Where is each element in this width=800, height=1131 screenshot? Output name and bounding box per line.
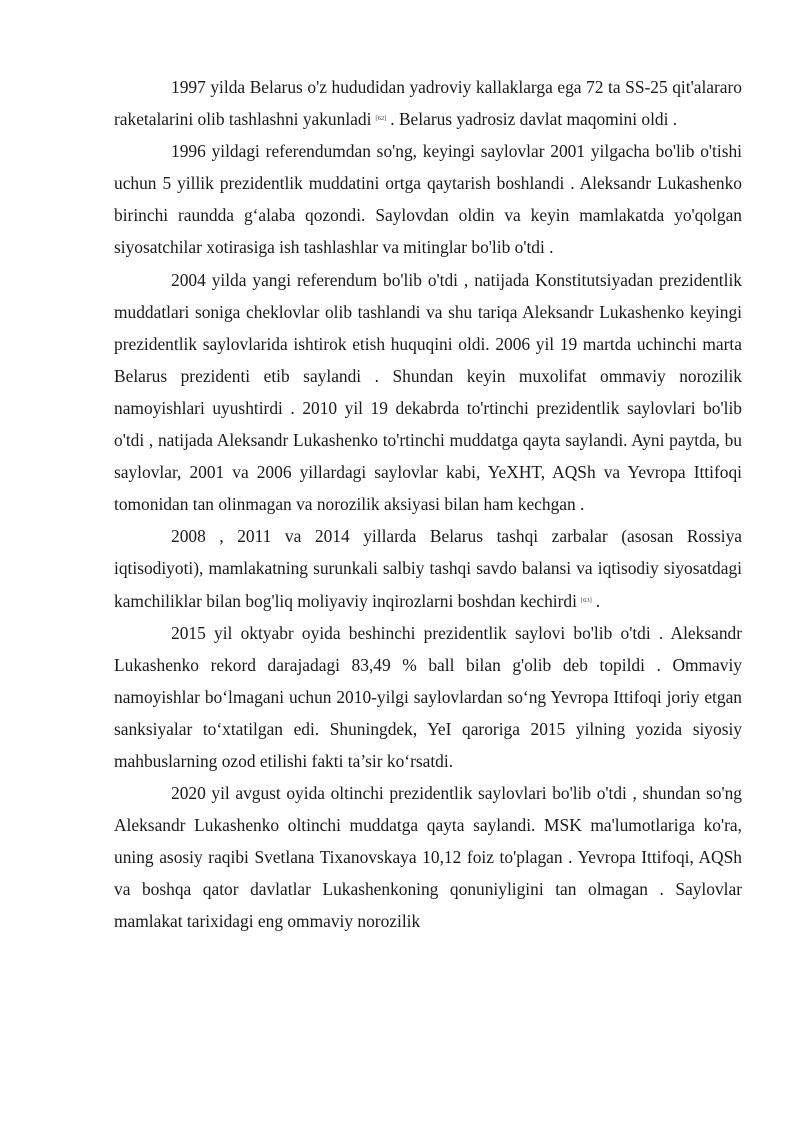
paragraph-4-text-tail: . [595,590,601,611]
footnote-ref-62[interactable]: [62] [375,115,387,123]
paragraph-6: 2020 yil avgust oyida oltinchi prezidentlik saylovlari bo'lib o'tdi , shundan so'ng Aleksandr Lukashenko oltinchi muddatga qayta saylandi. MSK ma'lumotlariga ko'ra, uning asosiy raqibi Svetlana Tixanovskaya 10,12 foiz to'plagan . Yevropa Ittifoqi, AQSh va boshqa qator davlatlar Lukashenkoning qonuniyligini tan olmagan . Saylovlar mamlakat tarixidagi eng ommaviy norozilik [114,783,742,932]
paragraph-1-text: 1997 yilda Belarus o'z hududidan yadroviy kallaklarga ega 72 ta SS-25 qit'alararo raketalarini olib tashlashni yakunladi [114,77,742,130]
paragraph-1-text-tail: . Belarus yadrosiz davlat maqomini oldi . [390,109,678,130]
paragraph-4 [114,520,742,616]
paragraph-3: 2004 yilda yangi referendum bo'lib o'tdi , natijada Konstitutsiyadan prezidentlik muddatlari soniga cheklovlar olib tashlandi va shu tariqa Aleksandr Lukashenko keyingi prezidentlik saylovlarida ishtirok etish huquqini oldi. 2006 yil 19 martda uchinchi marta Belarus prezidenti etib saylandi . Shundan keyin muxolifat ommaviy norozilik namoyishlari uyushtirdi . 2010 yil 19 dekabrda to'rtinchi prezidentlik saylovlari bo'lib o'tdi , natijada Aleksandr Lukashenko to'rtinchi muddatga qayta saylandi. Ayni paytda, bu saylovlar, 2001 va 2006 yillardagi saylovlar kabi, YeXHT, AQSh va Yevropa Ittifoqi tomonidan tan olinmagan va norozilik aksiyasi bilan ham kechgan . [114,269,742,515]
paragraph-1 [114,71,742,135]
footnote-ref-63[interactable]: [63] [580,596,592,604]
paragraph-4-text: 2008 , 2011 va 2014 yillarda Belarus tashqi zarbalar (asosan Rossiya iqtisodiyoti), mamlakatning surunkali salbiy tashqi savdo balansi va iqtisodiy siyosatdagi kamchiliklar bilan bog'liq moliyaviy inqirozlarni boshdan kechirdi [114,526,742,611]
paragraph-5: 2015 yil oktyabr oyida beshinchi prezidentlik saylovi bo'lib o'tdi . Aleksandr Lukashenko rekord darajadagi 83,49 % ball bilan g'olib deb topildi . Ommaviy namoyishlar bo‘lmagani uchun 2010-yilgi saylovlardan so‘ng Yevropa Ittifoqi joriy etgan sanksiyalar to‘xtatilgan edi. Shuningdek, YeI qaroriga 2015 yilning yozida siyosiy mahbuslarning ozod etilishi fakti ta’sir ko‘rsatdi. [114,622,742,771]
document-page [114,71,742,938]
paragraph-2: 1996 yildagi referendumdan so'ng, keyingi saylovlar 2001 yilgacha bo'lib o'tishi uchun 5 yillik prezidentlik muddatini ortga qaytarish boshlandi . Aleksandr Lukashenko birinchi raundda g‘alaba qozondi. Saylovdan oldin va keyin mamlakatda yo'qolgan siyosatchilar xotirasiga ish tashlashlar va mitinglar bo'lib o'tdi . [114,141,742,258]
